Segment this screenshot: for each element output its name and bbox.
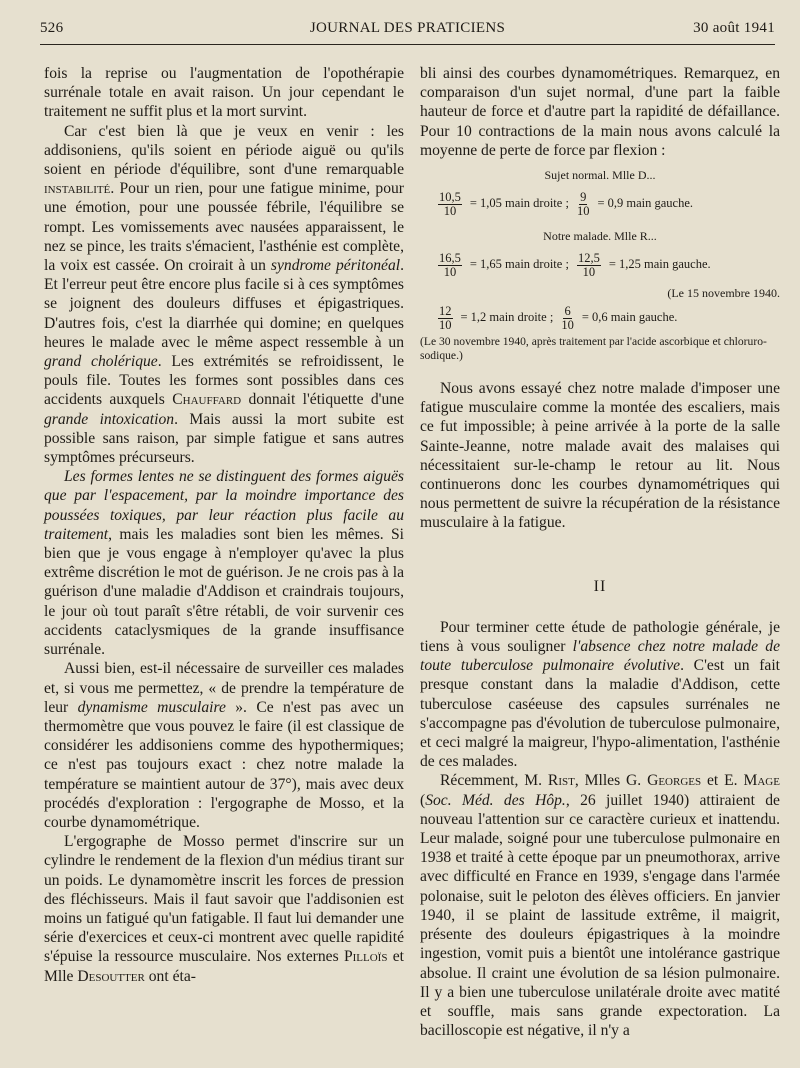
paragraph: Pour terminer cette étude de pathologie générale, je tiens à vous souligner l'absence chez notre malade de toute tuberculose pulmonaire évolutive. C'est un fait presque constant dans la maladie d'Addison, cette tuberculose caséeuse des capsules surrénales ne s'accompagne pas d'évolution de tuberculose pulmonaire, et ceci malgré la maigreur, l'hypo-alimentation, l'asthénie de ces malades. xyxy=(420,618,780,771)
treatment-note: (Le 30 novembre 1940, après traitement par l'acide ascorbique et chloruro-sodique.) xyxy=(420,335,767,363)
right-column xyxy=(420,64,780,1040)
fraction: $\frac{12}{10}$ xyxy=(439,303,452,332)
page-header xyxy=(40,20,775,42)
paragraph: fois la reprise ou l'augmentation de l'opothérapie surrénale totale en avait raison. Un jour cependant le traitement ne suffit plus et la mort survint. xyxy=(44,65,404,121)
fraction: $\frac{12,5}{10}$ xyxy=(577,250,600,279)
author-name: Rist xyxy=(547,772,575,790)
author-name: Desoutter xyxy=(77,967,145,985)
emphasis-smallcaps: instabilité xyxy=(44,180,111,198)
page-number: 526 xyxy=(40,20,64,36)
citation-source: Soc. Méd. des Hôp. xyxy=(425,791,566,809)
paragraph: Nous avons essayé chez notre malade d'imposer une fatigue musculaire comme la montée des escaliers, mais ce fut impossible; à peine arrivée à la porte de la salle Sainte-Jeanne, notre malade avait des malaises qui nécessitaient sur-le-champ le retour au lit. Nous continuerons donc les courbes dynamométriques qui nous permettent de suivre la récupération de la résistance musculaire à la fatigue. xyxy=(420,380,780,532)
fraction: $\frac{6}{10}$ xyxy=(561,303,574,332)
emphasis-italic: dynamisme musculaire xyxy=(77,698,226,716)
emphasis-italic: grande intoxication xyxy=(44,410,175,428)
paragraph: L'ergographe de Mosso permet d'inscrire sur un cylindre le rendement de la flexion d'un médius tirant sur un poids. Le dynamomètre inscrit les forces de pression des fléchisseurs. Mais il faut savoir que l'addisonien est moins un fatigué qu'un fatigable. Il faut lui demander une série d'exercices et ceux-ci montrent avec quelle rapidité s'épuise la ressource musculaire. Nos externes Pilloïs et Mlle Desoutter ont éta- xyxy=(44,833,405,985)
left-column xyxy=(44,64,404,986)
formula-row: $\frac{10,5}{10}$ = 1,05 main droite ; $\frac{9}{10}$ = 0,9 main gauche. xyxy=(439,189,694,218)
formula-row: $\frac{12}{10}$ = 1,2 main droite ; $\frac{6}{10}$ = 0,6 main gauche. xyxy=(439,303,678,332)
paragraph: Car c'est bien là que je veux en venir : les addisoniens, qu'ils soient en période aiguë ou qu'ils soient en période d'équilibre, sont d'une remarquable instabilité. Pour un rien, pour une fatigue minime, pour une émotion, pour une poussée fébrile, l'équilibre se rompt. Les vomissements avec nausées apparaissent, le nez se pince, les traits s'émacient, l'asthénie est complète, la voix est cassée. On croirait à un syndrome péritonéal. Et l'erreur peut être encore plus facile si à ces symptômes se joignent des douleurs diffuses et épigastriques. D'autres fois, c'est la diarrhée qui domine; en quelques heures le malade avec le même aspect ressemble à un grand cholérique. Les extrémités se refroidissent, le pouls file. Toutes les formes sont possibles dans ces accidents auxquels Chauffard donnait l'étiquette d'une grande intoxication. Mais aussi la mort subite est possible sans raison, par simple fatigue et sans autres symptômes précurseurs. xyxy=(44,122,405,467)
author-name: Pilloïs xyxy=(343,948,388,966)
emphasis-italic: l'absence chez notre malade de toute tuberculose pulmonaire évolutive xyxy=(420,638,780,675)
emphasis-italic: Les formes lentes ne se distinguent des formes aiguës que par l'espacement, par la moindre importance des poussées toxiques, par leur réaction plus facile au traitement xyxy=(44,468,404,543)
formula-row: $\frac{16,5}{10}$ = 1,65 main droite ; $\frac{12,5}{10}$ = 1,25 main gauche. xyxy=(439,250,711,279)
paragraph: Les formes lentes ne se distinguent des formes aiguës que par l'espacement, par la moindre importance des poussées toxiques, par leur réaction plus facile au traitement, mais les maladies sont bien les mêmes. Si bien que je vous engage à n'employer qu'avec la plus extrême discrétion le mot de guérison. Je ne crois pas à la guérison d'une maladie d'Addison et craindrais toujours, le jour où tout paraît s'être rétabli, de voir survenir ces accidents cataclysmiques de la grande insuffisance surrénale. xyxy=(44,468,404,659)
author-name: Georges xyxy=(647,772,702,790)
author-name: Mage xyxy=(743,772,780,790)
paragraph: bli ainsi des courbes dynamométriques. Remarquez, en comparaison d'un sujet normal, d'une part la faible hauteur de force et d'autre part la rapidité de défaillance. Pour 10 contractions de la main nous avons calculé la moyenne de perte de force par flexion : xyxy=(420,65,780,159)
fraction: $\frac{16,5}{10}$ xyxy=(439,250,461,279)
subject-label: Sujet normal. Mlle D... xyxy=(544,168,656,183)
header-rule xyxy=(40,44,775,45)
fraction: $\frac{10,5}{10}$ xyxy=(439,189,461,218)
author-name: Chauffard xyxy=(172,391,242,409)
subject-label: Notre malade. Mlle R... xyxy=(543,229,657,244)
date-note: (Le 15 novembre 1940. xyxy=(667,286,780,301)
emphasis-italic: syndrome péritonéal xyxy=(270,257,401,275)
section-heading: II xyxy=(593,577,607,595)
issue-date: 30 août 1941 xyxy=(693,20,775,36)
emphasis-italic: grand cholérique xyxy=(44,353,158,371)
paragraph: Aussi bien, est-il nécessaire de surveiller ces malades et, si vous me permettez, « de prendre la température de leur dynamisme musculaire ». Ce n'est pas avec un thermomètre que vous pouvez le faire (il est classique de considérer les addisoniens comme des hypothermiques; ce n'est pas toujours exact : chez notre malade la température se maintient autour de 37°), mais avec deux procédés d'exploration : l'ergographe de Mosso, et la courbe dynamométrique. xyxy=(44,660,404,831)
paragraph: Récemment, M. Rist, Mlles G. Georges et E. Mage (Soc. Méd. des Hôp., 26 juillet 1940) attiraient de nouveau l'attention sur ce caractère curieux et inattendu. Leur malade, soigné pour une tuberculose pulmonaire en 1938 et traité à cette époque par un pneumothorax, arrive avec difficulté en France en 1939, s'engage dans l'armée polonaise, suit le peloton des élèves officiers. En janvier 1940, il se plaint de lassitude extrême, il maigrit, présente des douleurs épigastriques à la moindre ingestion, vomit puis a bientôt une intolérance gastrique absolue. Il craint une évolution de sa lésion pulmonaire. Il y a bien une tuberculose unilatérale droite avec matité et souffle, mais sans grande expectoration. La bacilloscopie est négative, il n'y a xyxy=(420,772,780,1040)
journal-title: JOURNAL DES PRATICIENS xyxy=(309,20,506,36)
fraction: $\frac{9}{10}$ xyxy=(576,189,590,218)
